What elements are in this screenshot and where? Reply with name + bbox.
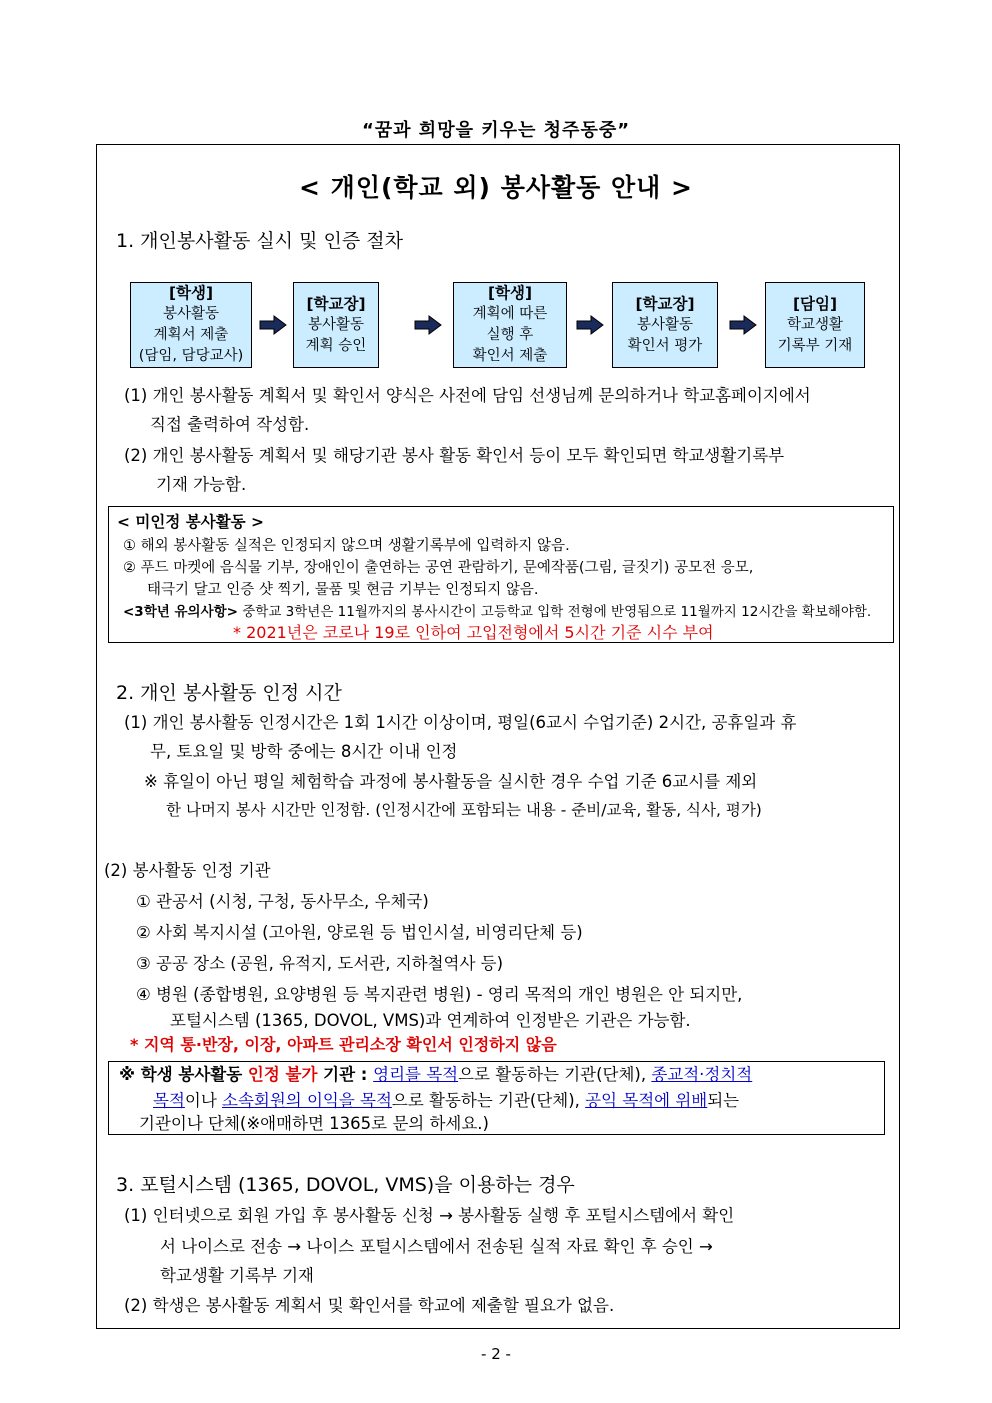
warn-u2: 종교적·정치적 xyxy=(651,1065,753,1084)
flow-step-line: 봉사활동 xyxy=(636,316,694,333)
flow-step-line: (담임, 담당교사) xyxy=(138,348,244,364)
warn-u4: 공익 목적에 위배 xyxy=(585,1091,708,1110)
not-recognized-orgs-box xyxy=(108,1061,885,1135)
flow-step-title: [학교장] xyxy=(635,294,695,313)
flow-step-4 xyxy=(612,282,718,368)
grade3-note-text: 중학교 3학년은 11월까지의 봉사시간이 고등학교 입학 전형에 반영됨으로 11월까지 12시간을 확보해야함. xyxy=(237,604,872,620)
right-arrow-icon xyxy=(414,315,442,335)
s2-note-line2: 한 나머지 봉사 시간만 인정함. (인정시간에 포함되는 내용 - 준비/교육, 활동, 식사, 평가) xyxy=(166,801,762,819)
flow-step-line: 봉사활동 xyxy=(162,306,220,322)
nonrecognized-line3: 태극기 달고 인증 샷 찍기, 물품 및 현금 기부는 인정되지 않음. xyxy=(147,582,539,598)
flow-step-title: [학교장] xyxy=(306,294,366,313)
nonrecognized-line1: ① 해외 봉사활동 실적은 인정되지 않으며 생활기록부에 입력하지 않음. xyxy=(123,538,570,554)
warn-t2: 이나 xyxy=(184,1091,223,1110)
s2-note-line1: ※ 휴일이 아닌 평일 체험학습 과정에 봉사활동을 실시한 경우 수업 기준 6교시를 제외 xyxy=(144,772,758,791)
s1-item2-line1: (2) 개인 봉사활동 계획서 및 해당기관 봉사 활동 확인서 등이 모두 확인되면 학교생활기록부 xyxy=(124,446,785,465)
org-item-2: ② 사회 복지시설 (고아원, 양로원 등 법인시설, 비영리단체 등) xyxy=(136,923,583,942)
warn-u2b: 목적 xyxy=(153,1091,185,1110)
warn-t3: 으로 활동하는 기관(단체), xyxy=(391,1091,586,1110)
warn-line1 xyxy=(119,1060,752,1089)
right-arrow-icon xyxy=(576,315,604,335)
section2-heading: 2. 개인 봉사활동 인정 시간 xyxy=(116,682,342,704)
warn-t1: 으로 활동하는 기관(단체), xyxy=(458,1065,652,1084)
warn-line3: 기관이나 단체(※애매하면 1365로 문의 하세요.) xyxy=(139,1114,489,1133)
right-arrow-icon xyxy=(259,315,287,335)
school-slogan: “꿈과 희망을 키우는 청주동중” xyxy=(361,120,631,141)
covid-note: * 2021년은 코로나 19로 인하여 고입전형에서 5시간 기준 시수 부여 xyxy=(233,623,714,642)
flow-step-line: 기록부 기재 xyxy=(777,337,853,354)
nonrecognized-line2: ② 푸드 마켓에 음식물 기부, 장애인이 출연하는 공연 관람하기, 문예작품(그림, 글짓기) 공모전 응모, xyxy=(123,560,754,576)
page-number: - 2 - xyxy=(481,1345,511,1363)
org-item-4-cont: 포털시스템 (1365, DOVOL, VMS)과 연계하여 인정받은 기관은 가능함. xyxy=(170,1011,691,1030)
nonrecognized-heading: < 미인정 봉사활동 > xyxy=(117,513,264,531)
org-item-4: ④ 병원 (종합병원, 요양병원 등 복지관련 병원) - 영리 목적의 개인 병원은 안 되지만, xyxy=(136,985,743,1004)
flow-step-line: 봉사활동 xyxy=(307,316,365,333)
flow-step-3 xyxy=(453,282,567,368)
s1-item2-line2: 기재 가능함. xyxy=(156,475,247,494)
warn-u3: 소속회원의 이익을 목적 xyxy=(222,1091,392,1110)
flow-step-1 xyxy=(130,282,252,368)
flow-step-title: [학생] xyxy=(168,284,214,302)
red-note: * 지역 통·반장, 이장, 아파트 관리소장 확인서 인정하지 않음 xyxy=(130,1035,557,1054)
flow-step-2 xyxy=(293,282,379,368)
warn-red: 인정 불가 xyxy=(247,1065,318,1084)
right-arrow-icon xyxy=(729,315,757,335)
flow-step-title: [담임] xyxy=(792,294,838,313)
nonrecognized-box xyxy=(108,506,894,643)
s3-item1-line3: 학교생활 기록부 기재 xyxy=(160,1266,314,1285)
s1-item1-line1: (1) 개인 봉사활동 계획서 및 확인서 양식은 사전에 담임 선생님께 문의하거나 학교홈페이지에서 xyxy=(124,386,811,405)
warn-prefix: ※ 학생 봉사활동 xyxy=(119,1065,248,1084)
flow-step-line: 학교생활 xyxy=(786,316,844,333)
section1-heading: 1. 개인봉사활동 실시 및 인증 절차 xyxy=(116,230,403,252)
page-title: < 개인(학교 외) 봉사활동 안내 > xyxy=(299,173,693,202)
grade3-note xyxy=(123,600,871,620)
s3-item1-line1: (1) 인터넷으로 회원 가입 후 봉사활동 신청 → 봉사활동 실행 후 포털시스템에서 확인 xyxy=(124,1206,735,1225)
flow-step-line: 확인서 제출 xyxy=(472,348,548,364)
warn-mid: 기관 : xyxy=(317,1065,374,1084)
flow-step-title: [학생] xyxy=(487,284,533,302)
flow-step-line: 계획 승인 xyxy=(305,337,367,354)
s3-item1-line2: 서 나이스로 전송 → 나이스 포털시스템에서 전송된 실적 자료 확인 후 승인 → xyxy=(160,1237,713,1256)
warn-u1: 영리를 목적 xyxy=(373,1065,459,1084)
s3-item2: (2) 학생은 봉사활동 계획서 및 확인서를 학교에 제출할 필요가 없음. xyxy=(124,1296,615,1315)
grade3-note-label: <3학년 유의사항> xyxy=(123,604,238,620)
s1-item1-line2: 직접 출력하여 작성함. xyxy=(150,415,310,434)
s2-item2-heading: (2) 봉사활동 인정 기관 xyxy=(104,861,271,880)
org-item-1: ① 관공서 (시청, 구청, 동사무소, 우체국) xyxy=(136,892,429,911)
warn-t4: 되는 xyxy=(707,1091,740,1110)
flow-step-line: 계획서 제출 xyxy=(153,327,229,343)
flow-step-line: 계획에 따른 xyxy=(472,306,548,322)
flow-step-line: 실행 후 xyxy=(486,327,534,343)
org-item-3: ③ 공공 장소 (공원, 유적지, 도서관, 지하철역사 등) xyxy=(136,954,504,973)
s2-item1-line1: (1) 개인 봉사활동 인정시간은 1회 1시간 이상이며, 평일(6교시 수업기준) 2시간, 공휴일과 휴 xyxy=(124,713,797,732)
s2-item1-line2: 무, 토요일 및 방학 중에는 8시간 이내 인정 xyxy=(150,742,458,761)
flow-step-line: 확인서 평가 xyxy=(627,337,703,354)
section3-heading: 3. 포털시스템 (1365, DOVOL, VMS)을 이용하는 경우 xyxy=(116,1174,575,1196)
flow-step-5 xyxy=(765,282,865,368)
